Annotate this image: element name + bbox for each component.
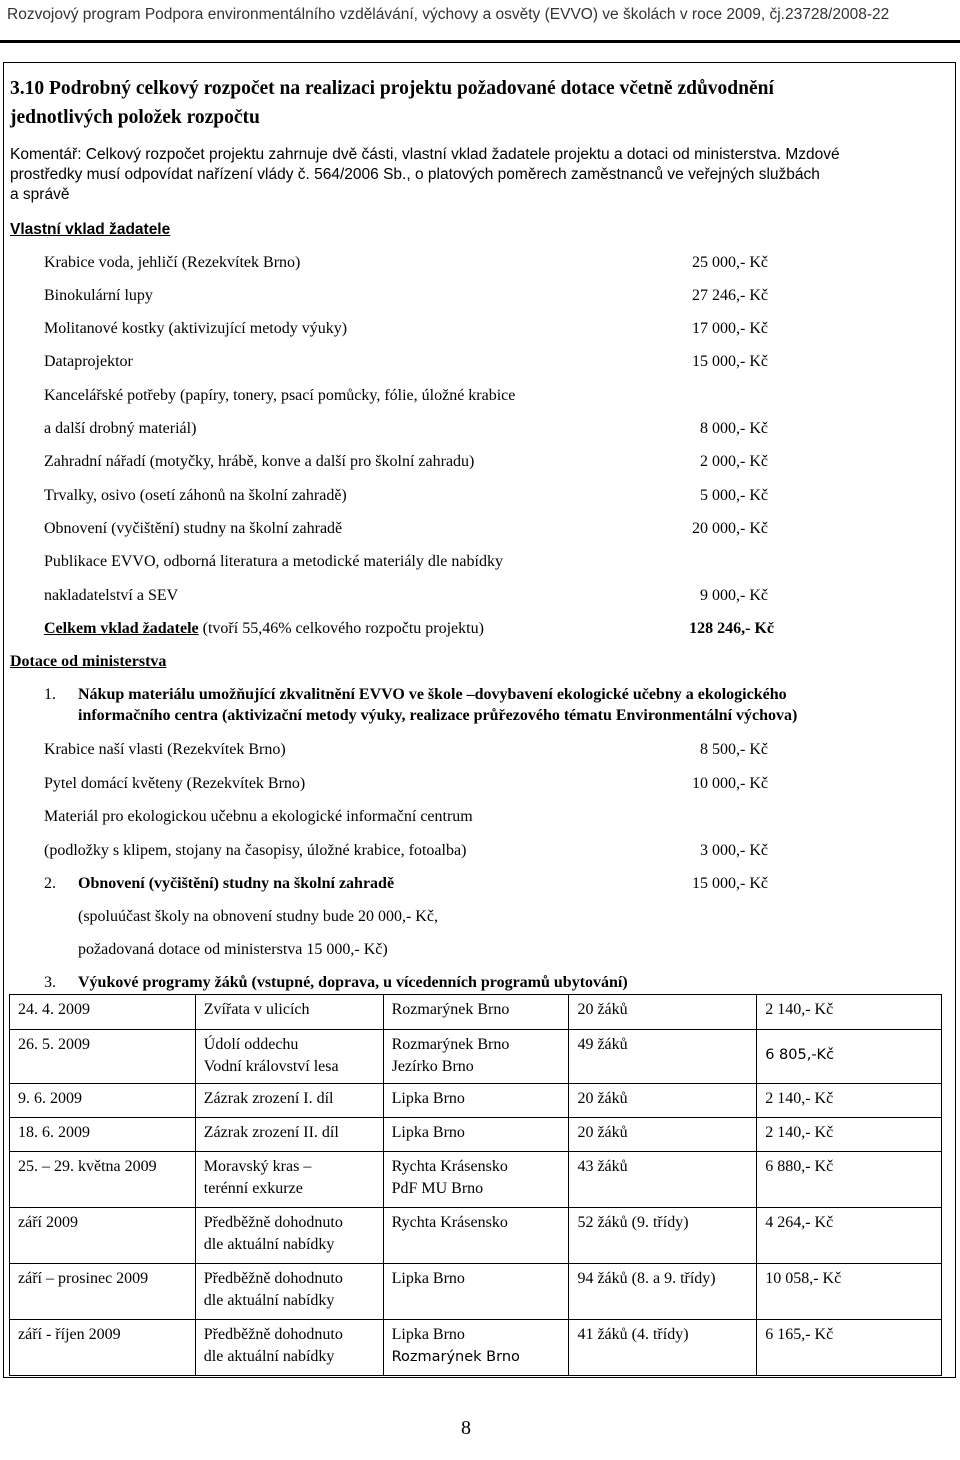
table-row xyxy=(10,995,942,1030)
program-place xyxy=(383,1320,569,1376)
program-place-line-1: Lipka Brno xyxy=(391,1270,465,1287)
program-title-line-1: Zázrak zrození II. díl xyxy=(203,1124,339,1141)
comment-line-1: Komentář: Celkový rozpočet projektu zahrnuje dvě části, vlastní vklad žadatele projektu a dotaci od ministerstva. Mzdové xyxy=(10,146,840,163)
program-place-line-1: Lipka Brno xyxy=(391,1326,465,1343)
program-title-line-1: Předběžně dohodnuto xyxy=(203,1270,343,1287)
program-title-line-1: Předběžně dohodnuto xyxy=(203,1214,343,1231)
program-place xyxy=(383,1030,569,1084)
program-title-line-1: Zvířata v ulicích xyxy=(203,1001,310,1018)
ministry-item-amount: 10 000,- Kč xyxy=(692,775,768,792)
program-place-line-1: Rozmarýnek Brno xyxy=(391,1001,510,1018)
program-pupils: 41 žáků (4. třídy) xyxy=(569,1320,757,1376)
program-title xyxy=(195,1320,383,1376)
own-item-label: Zahradní nářadí (motyčky, hrábě, konve a další pro školní zahradu) xyxy=(44,453,475,470)
own-item-label: nakladatelství a SEV xyxy=(44,587,179,604)
program-cost: 2 140,- Kč xyxy=(757,995,942,1030)
table-row xyxy=(10,1264,942,1320)
own-item-label: Molitanové kostky (aktivizující metody výuky) xyxy=(44,320,348,337)
own-item-amount: 15 000,- Kč xyxy=(692,353,768,370)
program-place-line-1: Rozmarýnek Brno xyxy=(391,1036,510,1053)
program-place-line-1: Lipka Brno xyxy=(391,1090,465,1107)
program-place xyxy=(383,1118,569,1152)
program-place xyxy=(383,1084,569,1118)
program-title xyxy=(195,1030,383,1084)
program-place-line-2: PdF MU Brno xyxy=(391,1180,484,1197)
program-title-line-2: terénní exkurze xyxy=(203,1180,303,1197)
table-row xyxy=(10,1208,942,1264)
own-item-amount: 27 246,- Kč xyxy=(692,287,768,304)
program-place-line-2: Rozmarýnek Brno xyxy=(391,1349,520,1365)
program-title-line-2: Vodní království lesa xyxy=(203,1058,339,1075)
ministry-title: Dotace od ministerstva xyxy=(10,653,167,670)
own-item-amount: 17 000,- Kč xyxy=(692,320,768,337)
program-title xyxy=(195,1264,383,1320)
program-place-line-1: Rychta Krásensko xyxy=(391,1214,508,1231)
own-item-amount: 9 000,- Kč xyxy=(700,587,768,604)
program-place-line-1: Rychta Krásensko xyxy=(391,1158,508,1175)
program-title-line-1: Údolí oddechu xyxy=(203,1036,299,1053)
own-item-label: Binokulární lupy xyxy=(44,287,153,304)
ministry-point-2-amount: 15 000,- Kč xyxy=(692,875,768,892)
program-title-line-1: Moravský kras – xyxy=(203,1158,312,1175)
program-place-line-2: Jezírko Brno xyxy=(391,1058,474,1075)
program-pupils: 49 žáků xyxy=(569,1030,757,1084)
own-item-label: Trvalky, osivo (osetí záhonů na školní zahradě) xyxy=(44,487,347,504)
program-place-line-1: Lipka Brno xyxy=(391,1124,465,1141)
ministry-point-2-note-1: (spoluúčast školy na obnovení studny bude 20 000,- Kč, xyxy=(78,908,438,925)
own-item-label: Dataprojektor xyxy=(44,353,133,370)
program-title-line-2: dle aktuální nabídky xyxy=(203,1236,335,1253)
ministry-point-2-title: Obnovení (vyčištění) studny na školní zahradě xyxy=(78,875,395,892)
program-place xyxy=(383,1152,569,1208)
program-pupils: 20 žáků xyxy=(569,995,757,1030)
own-total-row xyxy=(44,620,484,638)
own-contribution-title: Vlastní vklad žadatele xyxy=(10,221,171,238)
program-title-line-2: dle aktuální nabídky xyxy=(203,1348,335,1365)
page-number: 8 xyxy=(461,1417,471,1439)
ministry-item-label: Materiál pro ekologickou učebnu a ekologické informační centrum xyxy=(44,808,473,825)
program-date: 18. 6. 2009 xyxy=(10,1118,196,1152)
own-item-amount: 8 000,- Kč xyxy=(700,420,768,437)
table-row xyxy=(10,1030,942,1084)
program-place xyxy=(383,995,569,1030)
comment-line-3: a správě xyxy=(10,186,70,203)
ministry-item-amount: 3 000,- Kč xyxy=(700,842,768,859)
program-title xyxy=(195,995,383,1030)
section-heading-line-1: 3.10 Podrobný celkový rozpočet na realizaci projektu požadované dotace včetně zdůvodnění xyxy=(10,78,774,99)
table-row xyxy=(10,1118,942,1152)
program-title-line-1: Zázrak zrození I. díl xyxy=(203,1090,334,1107)
own-item-amount: 25 000,- Kč xyxy=(692,254,768,271)
own-item-label: a další drobný materiál) xyxy=(44,420,197,437)
ministry-point-1-number: 1. xyxy=(44,686,56,703)
ministry-point-2-note-2: požadovaná dotace od ministerstva 15 000,- Kč) xyxy=(78,941,388,958)
program-place xyxy=(383,1264,569,1320)
ministry-point-1-line-1: Nákup materiálu umožňující zkvalitnění EVVO ve škole –dovybavení ekologické učebny a ekologického xyxy=(78,686,787,703)
program-title xyxy=(195,1208,383,1264)
ministry-point-3-number: 3. xyxy=(44,974,56,991)
program-cost: 10 058,- Kč xyxy=(757,1264,942,1320)
ministry-item-amount: 8 500,- Kč xyxy=(700,741,768,758)
program-cost: 4 264,- Kč xyxy=(757,1208,942,1264)
program-cost: 6 880,- Kč xyxy=(757,1152,942,1208)
program-pupils: 94 žáků (8. a 9. třídy) xyxy=(569,1264,757,1320)
own-item-label: Kancelářské potřeby (papíry, tonery, psací pomůcky, fólie, úložné krabice xyxy=(44,387,516,404)
ministry-item-label: (podložky s klipem, stojany na časopisy, úložné krabice, fotoalba) xyxy=(44,842,467,859)
table-row xyxy=(10,1320,942,1376)
own-total-note: (tvoří 55,46% celkového rozpočtu projektu) xyxy=(198,620,484,637)
program-title-line-2: dle aktuální nabídky xyxy=(203,1292,335,1309)
ministry-point-2-number: 2. xyxy=(44,875,56,892)
own-item-amount: 2 000,- Kč xyxy=(700,453,768,470)
own-item-label: Krabice voda, jehličí (Rezekvítek Brno) xyxy=(44,254,301,271)
program-title-line-1: Předběžně dohodnuto xyxy=(203,1326,343,1343)
programs-table xyxy=(9,994,942,1376)
ministry-point-3-title: Výukové programy žáků (vstupné, doprava, u vícedenních programů ubytování) xyxy=(78,974,628,991)
document-header: Rozvojový program Podpora environmentálního vzdělávání, výchovy a osvěty (EVVO) ve školách v roce 2009, čj.23728/2008-22 xyxy=(7,6,890,23)
ministry-item-label: Pytel domácí květeny (Rezekvítek Brno) xyxy=(44,775,306,792)
program-date: září – prosinec 2009 xyxy=(10,1264,196,1320)
section-heading-line-2: jednotlivých položek rozpočtu xyxy=(10,107,260,128)
program-date: 26. 5. 2009 xyxy=(10,1030,196,1084)
program-title xyxy=(195,1152,383,1208)
header-rule xyxy=(0,40,960,43)
ministry-point-1-line-2: informačního centra (aktivizační metody výuky, realizace průřezového tématu Environmentální výchova) xyxy=(78,707,798,724)
program-date: 9. 6. 2009 xyxy=(10,1084,196,1118)
program-title xyxy=(195,1118,383,1152)
program-cost: 2 140,- Kč xyxy=(757,1118,942,1152)
program-pupils: 20 žáků xyxy=(569,1084,757,1118)
ministry-item-label: Krabice naší vlasti (Rezekvítek Brno) xyxy=(44,741,286,758)
program-pupils: 20 žáků xyxy=(569,1118,757,1152)
program-place xyxy=(383,1208,569,1264)
program-cost: 2 140,- Kč xyxy=(757,1084,942,1118)
program-date: září - říjen 2009 xyxy=(10,1320,196,1376)
program-pupils: 52 žáků (9. třídy) xyxy=(569,1208,757,1264)
own-total-label: Celkem vklad žadatele xyxy=(44,620,199,637)
own-item-label: Obnovení (vyčištění) studny na školní zahradě xyxy=(44,520,343,537)
program-cost-value: 6 805,-Kč xyxy=(765,1047,835,1063)
program-pupils: 43 žáků xyxy=(569,1152,757,1208)
own-item-amount: 5 000,- Kč xyxy=(700,487,768,504)
own-item-amount: 20 000,- Kč xyxy=(692,520,768,537)
program-title xyxy=(195,1084,383,1118)
program-date: 25. – 29. května 2009 xyxy=(10,1152,196,1208)
program-date: září 2009 xyxy=(10,1208,196,1264)
table-row xyxy=(10,1084,942,1118)
program-cost xyxy=(757,1030,942,1084)
program-date: 24. 4. 2009 xyxy=(10,995,196,1030)
table-row xyxy=(10,1152,942,1208)
program-cost: 6 165,- Kč xyxy=(757,1320,942,1376)
own-total-amount: 128 246,- Kč xyxy=(689,620,774,637)
own-item-label: Publikace EVVO, odborná literatura a metodické materiály dle nabídky xyxy=(44,553,503,570)
comment-line-2: prostředky musí odpovídat nařízení vlády č. 564/2006 Sb., o platových poměrech zaměstnanců ve veřejných službách xyxy=(10,166,820,183)
